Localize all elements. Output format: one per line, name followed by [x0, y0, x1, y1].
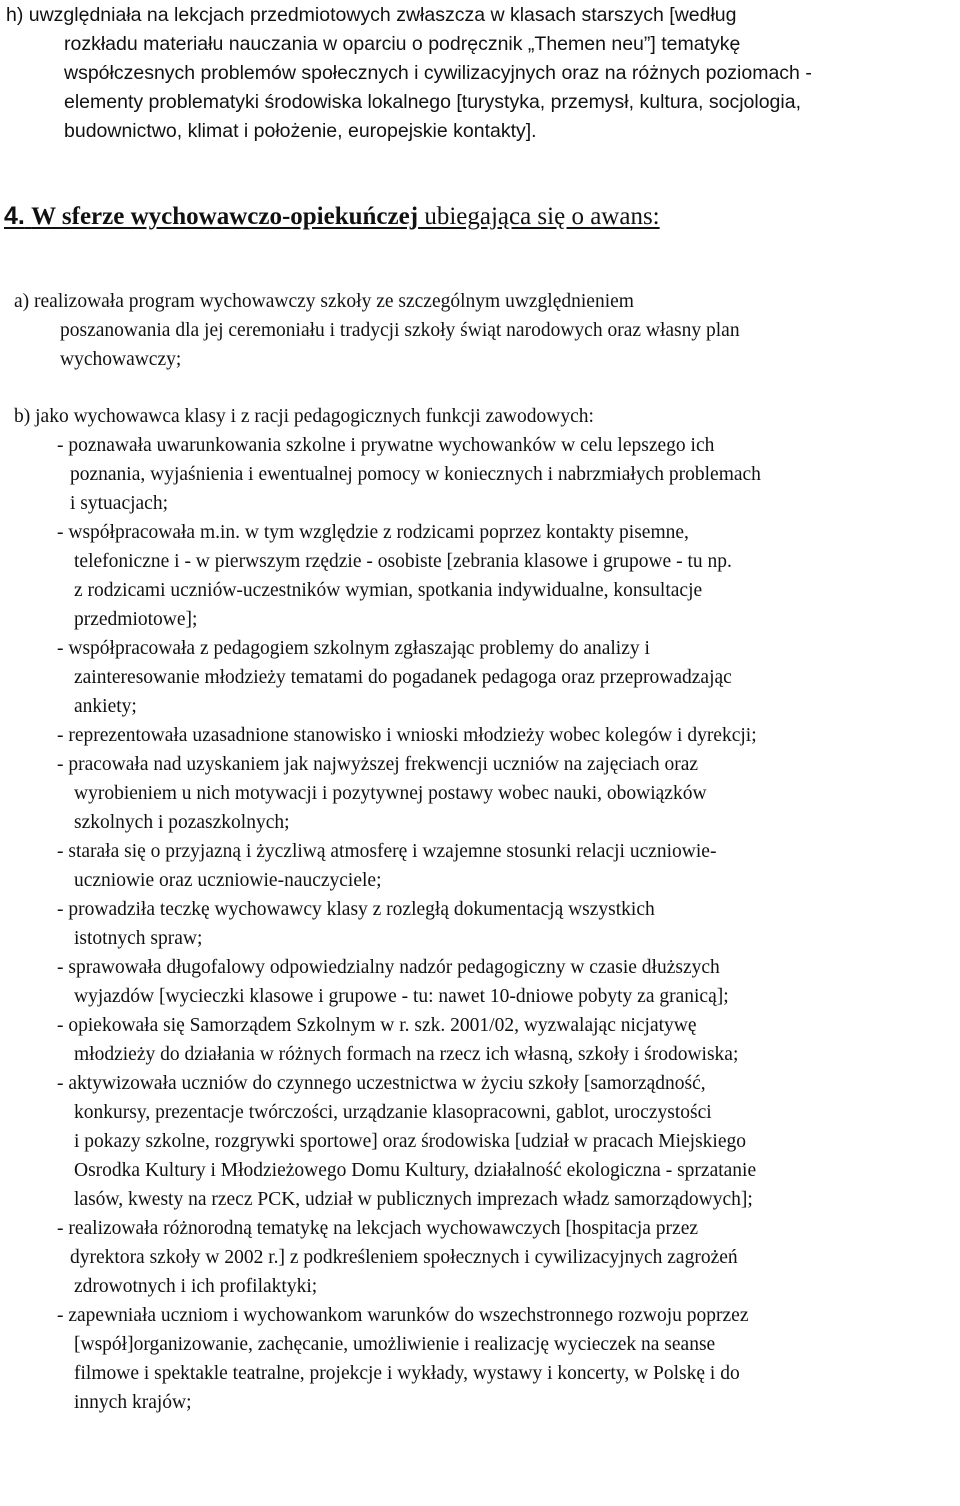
text-line: i pokazy szkolne, rozgrywki sportowe] oraz środowiska [udział w pracach Miejskiego: [74, 1131, 746, 1152]
text-line: h) uwzględniała na lekcjach przedmiotowych zwłaszcza w klasach starszych [według: [6, 4, 737, 26]
text-line: współczesnych problemów społecznych i cywilizacyjnych oraz na różnych poziomach -: [64, 62, 812, 84]
text-line: telefoniczne i - w pierwszym rzędzie - osobiste [zebrania klasowe i grupowe - tu np.: [74, 551, 732, 572]
text-line: przedmiotowe];: [74, 609, 198, 630]
text-line: a) realizowała program wychowawczy szkoły ze szczególnym uwzględnieniem: [14, 291, 634, 312]
text-line: - pracowała nad uzyskaniem jak najwyższej frekwencji uczniów na zajęciach oraz: [57, 754, 699, 775]
text-line: - zapewniała uczniom i wychowankom warunków do wszechstronnego rozwoju poprzez: [57, 1305, 749, 1326]
text-line: szkolnych i pozaszkolnych;: [74, 812, 290, 833]
heading-bold-text: W sferze wychowawczo-opiekuńczej: [31, 203, 419, 230]
text-line: ankiety;: [74, 696, 137, 717]
text-line: filmowe i spektakle teatralne, projekcje i wykłady, wystawy i koncerty, w Polskę i do: [74, 1363, 740, 1384]
text-line: młodzieży do działania w różnych formach na rzecz ich własną, szkoły i środowiska;: [74, 1044, 739, 1065]
text-line: poznania, wyjaśnienia i ewentualnej pomocy w koniecznych i nabrzmiałych problemach: [70, 464, 761, 485]
text-line: - reprezentowała uzasadnione stanowisko i wnioski młodzieży wobec kolegów i dyrekcji;: [57, 725, 757, 746]
text-line: - opiekowała się Samorządem Szkolnym w r. szk. 2001/02, wyzwalając nicjatywę: [57, 1015, 697, 1036]
text-line: lasów, kwesty na rzecz PCK, udział w publicznych imprezach władz samorządowych];: [74, 1189, 753, 1210]
text-line: i sytuacjach;: [70, 493, 169, 514]
heading-rest-text: ubiegająca się o awans:: [418, 203, 660, 230]
text-line: - współpracowała m.in. w tym względzie z rodzicami poprzez kontakty pisemne,: [57, 522, 689, 543]
text-line: zainteresowanie młodzieży tematami do pogadanek pedagoga oraz przeprowadzając: [74, 667, 732, 688]
text-line: zdrowotnych i ich profilaktyki;: [74, 1276, 318, 1297]
text-line: - aktywizowała uczniów do czynnego uczestnictwa w życiu szkoły [samorządność,: [57, 1073, 706, 1094]
section-heading: [4, 201, 660, 232]
text-line: elementy problematyki środowiska lokalnego [turystyka, przemysł, kultura, socjologia,: [64, 91, 801, 113]
text-line: wyjazdów [wycieczki klasowe i grupowe - tu: nawet 10-dniowe pobyty za granicą];: [74, 986, 729, 1007]
text-line: wyrobieniem u nich motywacji i pozytywnej postawy wobec nauki, obowiązków: [74, 783, 707, 804]
text-line: innych krajów;: [74, 1392, 192, 1413]
text-line: uczniowie oraz uczniowie-nauczyciele;: [74, 870, 382, 891]
text-line: - starała się o przyjazną i życzliwą atmosferę i wzajemne stosunki relacji uczniowie-: [57, 841, 717, 862]
text-line: z rodzicami uczniów-uczestników wymian, spotkania indywidualne, konsultacje: [74, 580, 703, 601]
text-line: - współpracowała z pedagogiem szkolnym zgłaszając problemy do analizy i: [57, 638, 650, 659]
text-line: budownictwo, klimat i położenie, europejskie kontakty].: [64, 120, 537, 142]
text-line: dyrektora szkoły w 2002 r.] z podkreśleniem społecznych i cywilizacyjnych zagrożeń: [70, 1247, 738, 1268]
text-line: istotnych spraw;: [74, 928, 203, 949]
text-line: [współ]organizowanie, zachęcanie, umożliwienie i realizację wycieczek na seanse: [74, 1334, 716, 1355]
text-line: wychowawczy;: [60, 349, 182, 370]
text-line: Osrodka Kultury i Młodzieżowego Domu Kultury, działalność ekologiczna - sprzatanie: [74, 1160, 757, 1181]
text-line: konkursy, prezentacje twórczości, urządzanie klasopracowni, gablot, uroczystości: [74, 1102, 712, 1123]
text-line: poszanowania dla jej ceremoniału i tradycji szkoły świąt narodowych oraz własny plan: [60, 320, 740, 341]
text-line: - prowadziła teczkę wychowawcy klasy z rozległą dokumentacją wszystkich: [57, 899, 655, 920]
text-line: - realizowała różnorodną tematykę na lekcjach wychowawczych [hospitacja przez: [57, 1218, 699, 1239]
text-line: rozkładu materiału nauczania w oparciu o podręcznik „Themen neu”] tematykę: [64, 33, 741, 55]
text-line: - poznawała uwarunkowania szkolne i prywatne wychowanków w celu lepszego ich: [57, 435, 715, 456]
text-line: - sprawowała długofalowy odpowiedzialny nadzór pedagogiczny w czasie dłuższych: [57, 957, 720, 978]
text-line: b) jako wychowawca klasy i z racji pedagogicznych funkcji zawodowych:: [14, 406, 594, 427]
heading-number: 4.: [4, 202, 25, 230]
